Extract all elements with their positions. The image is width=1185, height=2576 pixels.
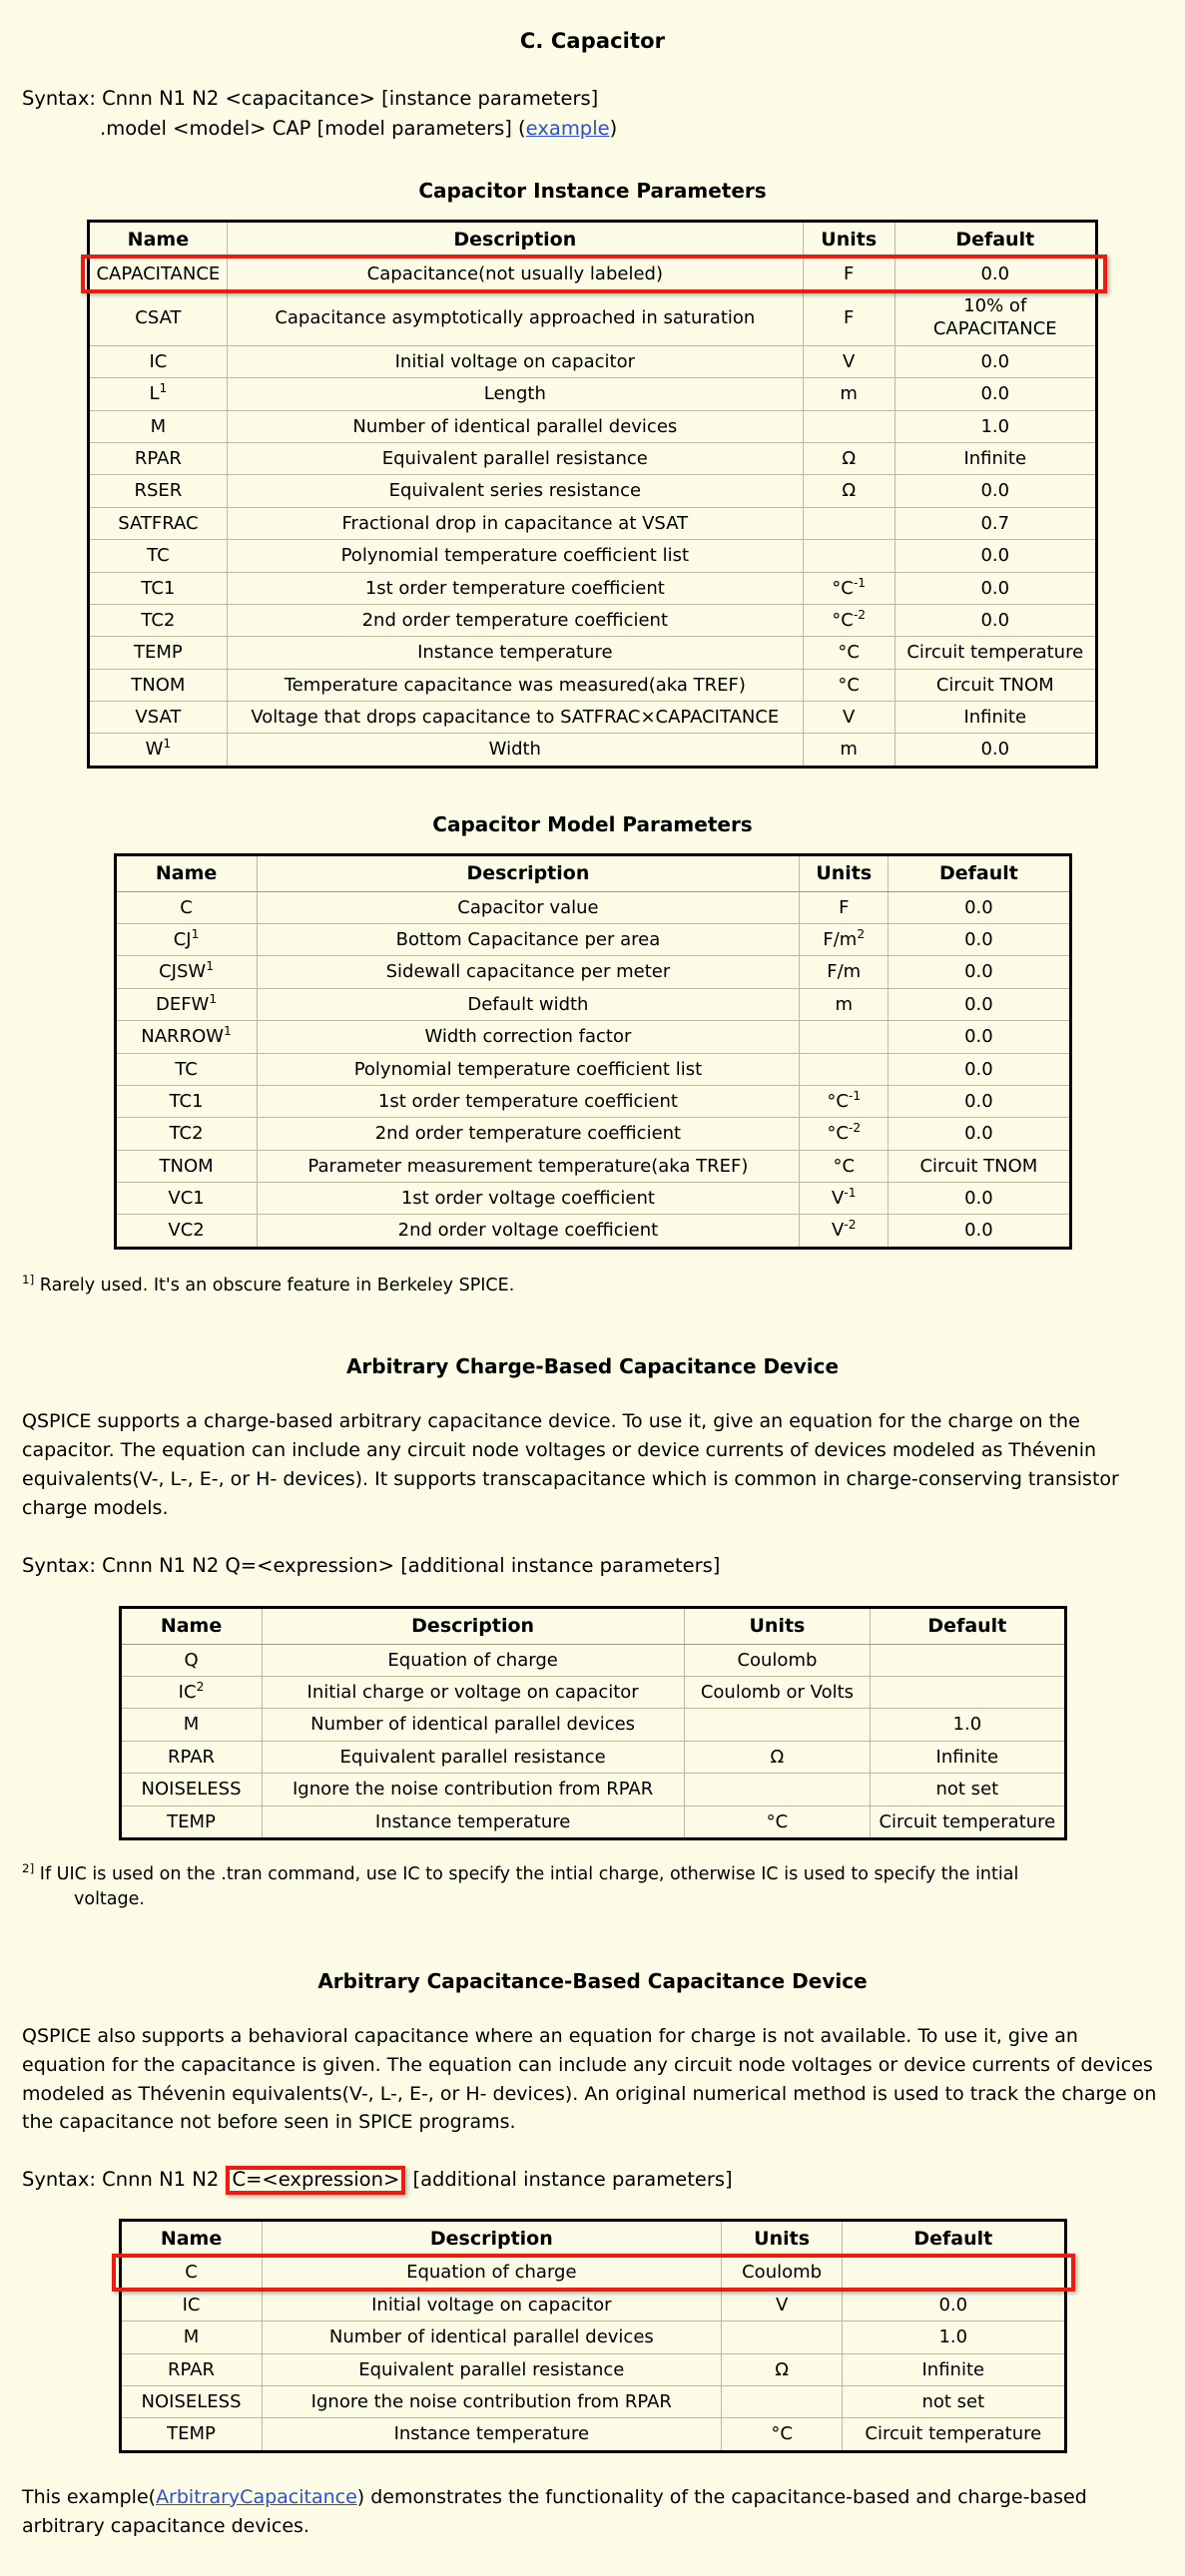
table-row [115, 923, 1070, 955]
cell-name: TC1 [89, 572, 228, 604]
cell-default: 0.0 [889, 1021, 1070, 1053]
cell-description: 1st order temperature coefficient [227, 572, 803, 604]
cell-description: Temperature capacitance was measured(aka TREF) [227, 669, 803, 701]
cell-description: Initial charge or voltage on capacitor [262, 1677, 684, 1709]
cell-default: Infinite [871, 1741, 1065, 1773]
cell-description: Fractional drop in capacitance at VSAT [227, 507, 803, 539]
capacitance-device-syntax [22, 2165, 1163, 2194]
table-row [89, 734, 1097, 767]
cell-units: Ω [803, 442, 894, 474]
superscript-marker: 1 [209, 991, 218, 1006]
cell-description: 2nd order temperature coefficient [227, 604, 803, 636]
superscript-marker: -2 [848, 1121, 862, 1136]
cell-default: 1.0 [871, 1709, 1065, 1741]
cell-default: 0.0 [889, 923, 1070, 955]
cell-name: TEMP [120, 2418, 262, 2451]
cell-units: Ω [684, 1741, 871, 1773]
table-row [120, 2385, 1065, 2417]
column-header-name: Name [120, 1607, 262, 1644]
cell-description: Width [227, 734, 803, 767]
cell-description: Capacitance asymptotically approached in saturation [227, 290, 803, 346]
cell-description: Bottom Capacitance per area [257, 923, 800, 955]
cell-default: not set [871, 1774, 1065, 1805]
cell-units: m [803, 378, 894, 410]
column-header-name: Name [89, 221, 228, 258]
table-row [120, 2321, 1065, 2353]
table-row [89, 290, 1097, 346]
cell-default: 0.0 [889, 891, 1070, 923]
example-link[interactable]: example [525, 116, 610, 140]
superscript-marker: 1 [191, 926, 200, 941]
table-row [89, 604, 1097, 636]
column-header-description: Description [262, 2220, 722, 2257]
table-row [115, 1021, 1070, 1053]
cell-name: VC2 [115, 1215, 257, 1248]
syntax-line-1: Syntax: Cnnn N1 N2 <capacitance> [instance parameters] [22, 87, 599, 111]
table-header-row [115, 854, 1070, 891]
closing-post: ) demonstrates the functionality of the capacitance-based and charge-based arbitrary capacitance devices. [22, 2485, 1087, 2537]
cell-name: SATFRAC [89, 507, 228, 539]
cell-units [803, 410, 894, 442]
capacitance-table-body [120, 2257, 1065, 2451]
cell-name: TC [115, 1053, 257, 1085]
footnote-2 [22, 1862, 1163, 1913]
cell-description: Voltage that drops capacitance to SATFRAC×CAPACITANCE [227, 702, 803, 734]
table-row [115, 891, 1070, 923]
capacitance-syntax-highlight: C=<expression> [226, 2166, 405, 2194]
cell-default: Infinite [894, 702, 1096, 734]
cell-name: M [120, 1709, 262, 1741]
cell-default: 1.0 [894, 410, 1096, 442]
cell-default: 0.0 [894, 345, 1096, 377]
table-row [120, 2353, 1065, 2385]
charge-table-body [120, 1644, 1065, 1838]
cell-name: IC [89, 345, 228, 377]
model-table-wrap [22, 853, 1163, 1250]
cell-name: M [120, 2321, 262, 2353]
charge-based-parameters-table [119, 1606, 1067, 1840]
capacitance-based-parameters-table [119, 2219, 1067, 2453]
cell-description: Polynomial temperature coefficient list [257, 1053, 800, 1085]
cell-description: Equation of charge [262, 1644, 684, 1676]
footnote-1 [22, 1274, 1163, 1298]
table-row [89, 442, 1097, 474]
cell-name: TNOM [115, 1150, 257, 1182]
cell-name: $IC^2$ [120, 1677, 262, 1709]
table-row [89, 572, 1097, 604]
cell-default: 0.0 [894, 475, 1096, 507]
table-row [115, 1150, 1070, 1182]
cell-default [871, 1677, 1065, 1709]
column-header-units: Units [803, 221, 894, 258]
cell-units: m [803, 734, 894, 767]
cell-name: TC [89, 540, 228, 572]
table-row [120, 2289, 1065, 2320]
cell-description: Initial voltage on capacitor [262, 2289, 722, 2320]
charge-device-paragraph: QSPICE supports a charge-based arbitrary capacitance device. To use it, give an equation for the charge on the capacitor. The equation can include any circuit node voltages or device currents of devices modeled as Thévenin equivalents(V-, L-, E-, or H- devices). It supports transcapacitance which is common in charge-conserving transistor charge models. [22, 1410, 1119, 1519]
table-row [120, 1774, 1065, 1805]
table-row [120, 1805, 1065, 1838]
table-header-row [120, 1607, 1065, 1644]
cell-units: V [722, 2289, 843, 2320]
syntax-line-2 [22, 114, 1163, 143]
column-header-description: Description [262, 1607, 684, 1644]
cell-default: Circuit temperature [843, 2418, 1065, 2451]
cell-units: $^\circ C^{-2}$ [800, 1118, 889, 1150]
cell-description: Initial voltage on capacitor [227, 345, 803, 377]
superscript-marker: 1 [206, 959, 215, 974]
cell-name: RPAR [89, 442, 228, 474]
cell-default: 0.0 [894, 258, 1096, 289]
cell-units: m [800, 988, 889, 1020]
table-header-row [89, 221, 1097, 258]
page-title: C. Capacitor [519, 29, 666, 53]
cell-default: not set [843, 2385, 1065, 2417]
cell-units: °C [803, 637, 894, 669]
cell-default: 0.0 [889, 1183, 1070, 1215]
cell-default: Circuit temperature [894, 637, 1096, 669]
cell-description: Instance temperature [262, 2418, 722, 2451]
charge-device-syntax: Syntax: Cnnn N1 N2 Q=<expression> [additional instance parameters] [22, 1553, 721, 1577]
cell-units: $^\circ C^{-1}$ [803, 572, 894, 604]
cell-description: Equation of charge [262, 2257, 722, 2289]
cell-description: Default width [257, 988, 800, 1020]
superscript-marker: 2 [857, 926, 866, 941]
capacitance-syntax-pre: Syntax: Cnnn N1 N2 [22, 2168, 226, 2192]
cell-units: Coulomb [684, 1644, 871, 1676]
cell-description: Capacitor value [257, 891, 800, 923]
cell-name: TC2 [115, 1118, 257, 1150]
instance-table-body [89, 258, 1097, 767]
superscript-marker: -1 [848, 1088, 862, 1103]
cell-default: 0.0 [894, 540, 1096, 572]
cell-description: Equivalent parallel resistance [262, 2353, 722, 2385]
cell-default: 0.0 [894, 734, 1096, 767]
table-header-row [120, 2220, 1065, 2257]
cell-default: Circuit TNOM [889, 1150, 1070, 1182]
cell-description: Number of identical parallel devices [262, 2321, 722, 2353]
cell-units: Ω [722, 2353, 843, 2385]
cell-units: Ω [803, 475, 894, 507]
capacitance-device-title: Arbitrary Capacitance-Based Capacitance Device [317, 1968, 868, 1993]
cell-default: Infinite [894, 442, 1096, 474]
column-header-description: Description [257, 854, 800, 891]
cell-default: 0.0 [889, 988, 1070, 1020]
column-header-units: Units [684, 1607, 871, 1644]
cell-units: V [803, 345, 894, 377]
cell-description: Ignore the noise contribution from RPAR [262, 1774, 684, 1805]
cell-description: 2nd order voltage coefficient [257, 1215, 800, 1248]
superscript-marker: -2 [853, 607, 867, 622]
cell-units: V [803, 702, 894, 734]
table-row [120, 2257, 1065, 2289]
footnote-2-text [22, 1862, 1163, 1913]
arbitrary-capacitance-link[interactable]: ArbitraryCapacitance [156, 2485, 357, 2508]
capacitance-syntax-post: [additional instance parameters] [406, 2168, 733, 2192]
cell-name: VC1 [115, 1183, 257, 1215]
table-row [89, 258, 1097, 289]
cell-description: Ignore the noise contribution from RPAR [262, 2385, 722, 2417]
cell-description: Polynomial temperature coefficient list [227, 540, 803, 572]
syntax-line-2-pre: .model <model> CAP [model parameters] ( [100, 116, 526, 140]
cell-units: $^\circ C^{-2}$ [803, 604, 894, 636]
cell-name: RPAR [120, 2353, 262, 2385]
capacitance-device-paragraph: QSPICE also supports a behavioral capacitance where an equation for charge is not available. To use it, give an equation for the capacitance is given. The equation can include any circuit node voltages or device currents of devices modeled as Thévenin equivalents(V-, L-, E-, or H- devices). An original numerical method is used to track the charge on the capacitance not before seen in SPICE programs. [22, 2024, 1157, 2134]
cell-units: Coulomb or Volts [684, 1677, 871, 1709]
cell-default [843, 2257, 1065, 2289]
column-header-name: Name [120, 2220, 262, 2257]
cell-default: 0.7 [894, 507, 1096, 539]
cell-name: TEMP [120, 1805, 262, 1838]
cell-name: $W^1$ [89, 734, 228, 767]
closing-pre: This example( [22, 2485, 157, 2508]
cell-name: CJSW$^1$ [115, 956, 257, 988]
table-row [89, 378, 1097, 410]
table-row [89, 637, 1097, 669]
cell-description: Parameter measurement temperature(aka TREF) [257, 1150, 800, 1182]
cell-description: Width correction factor [257, 1021, 800, 1053]
table-row [115, 988, 1070, 1020]
cell-default: 0.0 [889, 1085, 1070, 1117]
cell-name: M [89, 410, 228, 442]
closing-paragraph [22, 2483, 1163, 2541]
cell-units: °C [803, 669, 894, 701]
cell-default: 0.0 [889, 1118, 1070, 1150]
cell-name: C [115, 891, 257, 923]
table-row [120, 1741, 1065, 1773]
table-row [89, 507, 1097, 539]
model-table-body [115, 891, 1070, 1248]
cell-default: Infinite [843, 2353, 1065, 2385]
footnote-1-text [22, 1274, 1163, 1298]
column-header-default: Default [871, 1607, 1065, 1644]
cell-description: Sidewall capacitance per meter [257, 956, 800, 988]
cell-units: $^\circ C^{-1}$ [800, 1085, 889, 1117]
cell-units: F [803, 290, 894, 346]
syntax-line-2-post: ) [609, 116, 618, 140]
cell-default: 0.0 [894, 572, 1096, 604]
cell-units: F [803, 258, 894, 289]
superscript-marker: 2 [196, 1680, 205, 1695]
cell-name: NARROW$^1$ [115, 1021, 257, 1053]
cell-name: $CJ^1$ [115, 923, 257, 955]
cell-name: RPAR [120, 1741, 262, 1773]
cell-description: 1st order temperature coefficient [257, 1085, 800, 1117]
cell-default: 1.0 [843, 2321, 1065, 2353]
cell-name: NOISELESS [120, 1774, 262, 1805]
column-header-units: Units [800, 854, 889, 891]
cell-description: Equivalent parallel resistance [227, 442, 803, 474]
cell-name: RSER [89, 475, 228, 507]
cell-name: CAPACITANCE [89, 258, 228, 289]
table-row [89, 475, 1097, 507]
cell-default: Circuit temperature [871, 1805, 1065, 1838]
cell-default: 0.0 [889, 956, 1070, 988]
column-header-name: Name [115, 854, 257, 891]
cell-description: Capacitance(not usually labeled) [227, 258, 803, 289]
cell-units [684, 1774, 871, 1805]
table-row [120, 1677, 1065, 1709]
column-header-description: Description [227, 221, 803, 258]
cell-default: Circuit TNOM [894, 669, 1096, 701]
capacitor-instance-parameters-table [87, 220, 1098, 769]
cell-units: °C [722, 2418, 843, 2451]
cell-name: CSAT [89, 290, 228, 346]
table-row [120, 1709, 1065, 1741]
column-header-units: Units [722, 2220, 843, 2257]
cell-name: TC2 [89, 604, 228, 636]
cell-units [803, 540, 894, 572]
cell-units [722, 2385, 843, 2417]
cell-name: $L^1$ [89, 378, 228, 410]
cell-description: 1st order voltage coefficient [257, 1183, 800, 1215]
table-row [115, 1053, 1070, 1085]
capacitance-table-wrap [22, 2219, 1163, 2453]
cell-default: 0.0 [843, 2289, 1065, 2320]
model-table-title: Capacitor Model Parameters [432, 811, 753, 836]
cell-units: $F/m^2$ [800, 923, 889, 955]
cell-units: °C [684, 1805, 871, 1838]
cell-units [684, 1709, 871, 1741]
table-row [120, 1644, 1065, 1676]
table-row [89, 410, 1097, 442]
capacitor-model-parameters-table [114, 853, 1072, 1250]
cell-description: Number of identical parallel devices [262, 1709, 684, 1741]
table-row [115, 1118, 1070, 1150]
footnote-2-line2: voltage. [74, 1889, 145, 1910]
cell-name: NOISELESS [120, 2385, 262, 2417]
superscript-marker: 1 [224, 1024, 232, 1039]
cell-default: 0.0 [889, 1053, 1070, 1085]
table-row [115, 1215, 1070, 1248]
cell-units [722, 2321, 843, 2353]
cell-description: Instance temperature [262, 1805, 684, 1838]
syntax-block-main [22, 84, 1163, 143]
column-header-default: Default [894, 221, 1096, 258]
cell-default: 0.0 [889, 1215, 1070, 1248]
cell-name: C [120, 2257, 262, 2289]
column-header-default: Default [843, 2220, 1065, 2257]
table-row [120, 2418, 1065, 2451]
cell-units [800, 1053, 889, 1085]
cell-units [803, 507, 894, 539]
cell-name: IC [120, 2289, 262, 2320]
cell-units: F [800, 891, 889, 923]
cell-name: TC1 [115, 1085, 257, 1117]
cell-description: Number of identical parallel devices [227, 410, 803, 442]
column-header-default: Default [889, 854, 1070, 891]
superscript-marker: 1 [159, 381, 168, 396]
cell-name: TEMP [89, 637, 228, 669]
superscript-marker: -1 [844, 1186, 857, 1201]
footnote-2-marker: 2] [22, 1861, 35, 1876]
charge-table-wrap [22, 1606, 1163, 1840]
table-row [115, 956, 1070, 988]
superscript-marker: -1 [853, 575, 867, 590]
table-row [89, 540, 1097, 572]
cell-units: $V^{-2}$ [800, 1215, 889, 1248]
instance-table-title: Capacitor Instance Parameters [418, 178, 767, 203]
table-row [115, 1183, 1070, 1215]
cell-units: °C [800, 1150, 889, 1182]
superscript-marker: -2 [844, 1218, 857, 1233]
cell-default: 0.0 [894, 378, 1096, 410]
cell-default: 0.0 [894, 604, 1096, 636]
cell-description: Equivalent series resistance [227, 475, 803, 507]
cell-name: Q [120, 1644, 262, 1676]
cell-name: DEFW$^1$ [115, 988, 257, 1020]
superscript-marker: 1 [163, 737, 172, 752]
footnote-2-line1: If UIC is used on the .tran command, use IC to specify the intial charge, otherwise IC is used to specify the intial [39, 1864, 1019, 1885]
cell-units: Coulomb [722, 2257, 843, 2289]
footnote-1-body: Rarely used. It's an obscure feature in Berkeley SPICE. [39, 1275, 515, 1295]
cell-units [800, 1021, 889, 1053]
cell-units: $V^{-1}$ [800, 1183, 889, 1215]
cell-units: F/m [800, 956, 889, 988]
table-row [115, 1085, 1070, 1117]
table-row [89, 669, 1097, 701]
cell-default: 10% of CAPACITANCE [894, 290, 1096, 346]
table-row [89, 345, 1097, 377]
table-row [89, 702, 1097, 734]
cell-name: VSAT [89, 702, 228, 734]
instance-table-wrap [22, 220, 1163, 769]
cell-description: 2nd order temperature coefficient [257, 1118, 800, 1150]
footnote-1-marker: 1] [22, 1273, 35, 1288]
cell-description: Instance temperature [227, 637, 803, 669]
cell-description: Equivalent parallel resistance [262, 1741, 684, 1773]
charge-device-title: Arbitrary Charge-Based Capacitance Device [345, 1354, 840, 1379]
cell-default [871, 1644, 1065, 1676]
cell-name: TNOM [89, 669, 228, 701]
cell-description: Length [227, 378, 803, 410]
